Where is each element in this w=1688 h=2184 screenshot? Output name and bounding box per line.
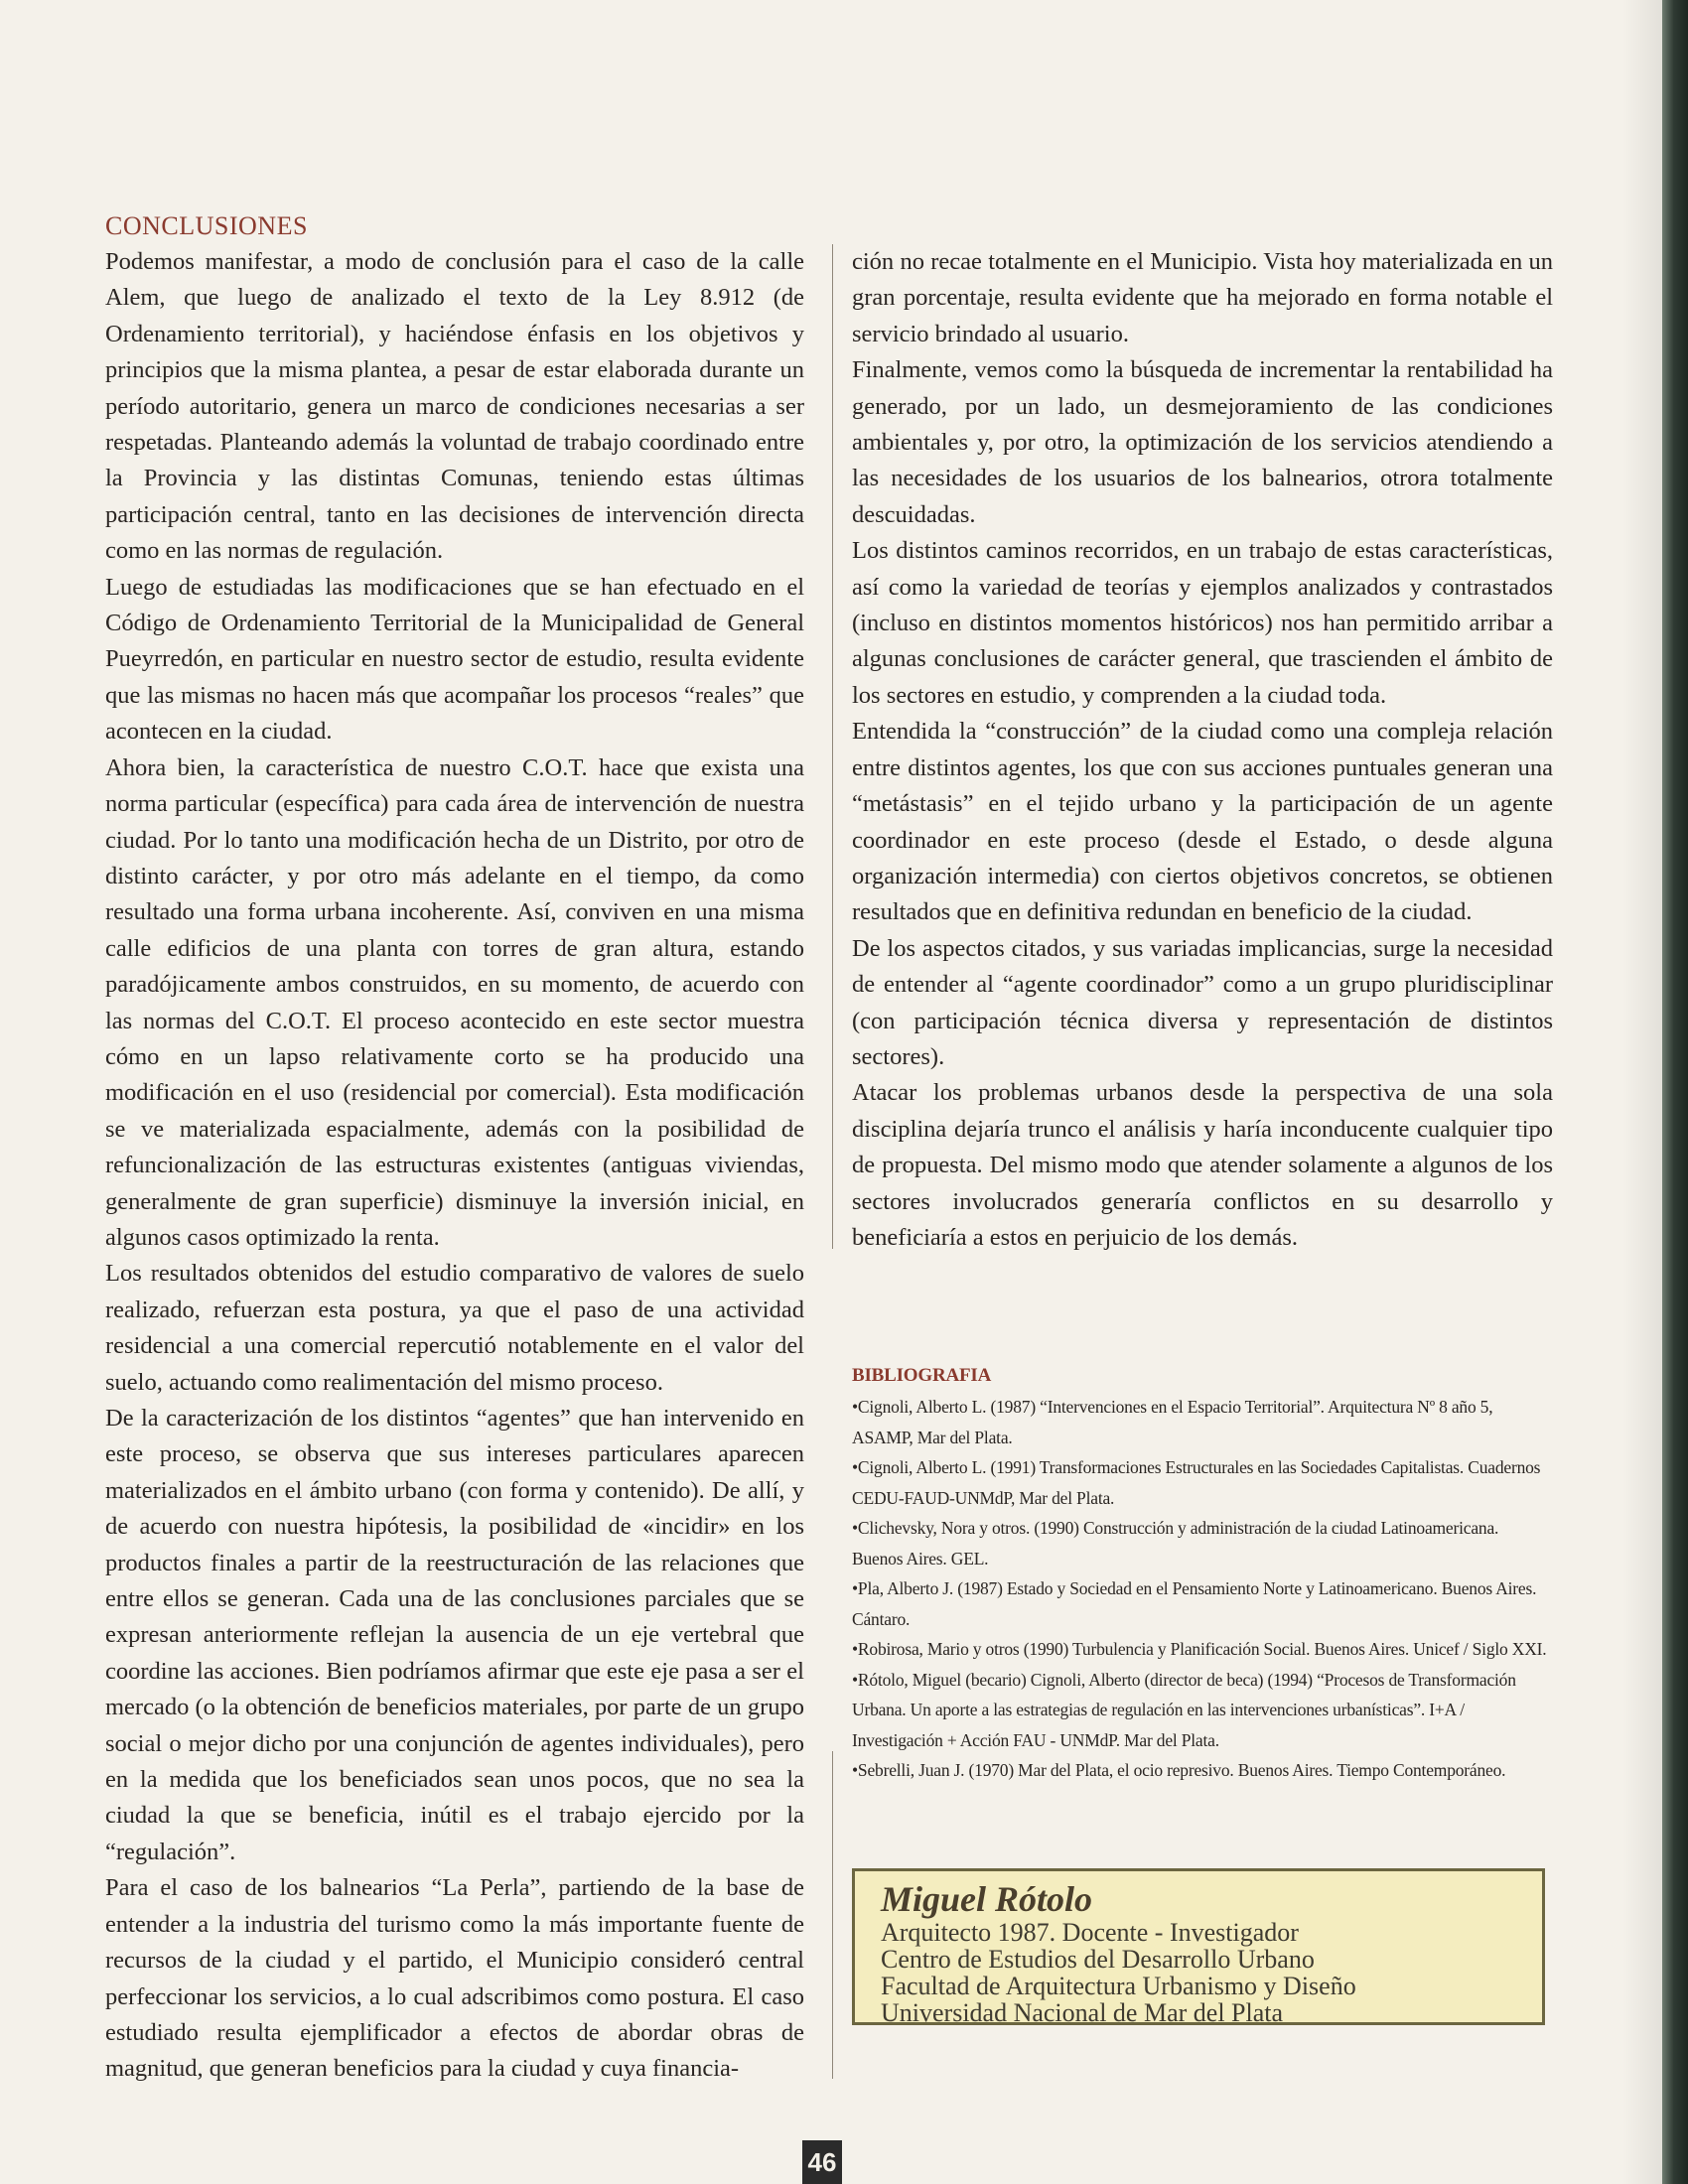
- column-divider: [832, 244, 833, 1249]
- paragraph: Ahora bien, la característica de nuestro C.O.T. hace que exista una norma particular (específica) para cada área de intervención de nuestra ciudad. Por lo tanto una modificación hecha de un Distrito, por otro de distinto carácter, y por otro más adelante en el tiempo, da como resultado una forma urbana incoherente. Así, conviven en una misma calle edificios de una planta con torres de gran altura, estando paradójicamente ambos construidos, en su momento, de acuerdo con las normas del C.O.T. El proceso acontecido en este sector muestra cómo en un lapso relativamente corto se ha producido una modificación en el uso (residencial por comercial). Esta modificación se ve materializada espacialmente, además con la posibilidad de refuncionalización de las estructuras existentes (antiguas viviendas, generalmente de gran superficie) disminuye la inversión inicial, en algunos casos optimizado la renta.: [105, 753, 804, 1251]
- author-affiliation: Centro de Estudios del Desarrollo Urbano: [881, 1945, 1315, 1974]
- page-edge: [1662, 0, 1688, 2184]
- bibliography-heading: BIBLIOGRAFIA: [852, 1365, 992, 1386]
- author-credential: Arquitecto 1987. Docente - Investigador: [881, 1918, 1299, 1947]
- paragraph: Los distintos caminos recorridos, en un trabajo de estas características, así como la variedad de teorías y ejemplos analizados y contrastados (incluso en distintos momentos históricos) nos han permitido arribar a algunas conclusiones de carácter general, que trascienden el ámbito de los sectores en estudio, y comprenden a la ciudad toda.: [852, 537, 1553, 709]
- author-box: [852, 1868, 1545, 2025]
- paragraph: Podemos manifestar, a modo de conclusión para el caso de la calle Alem, que luego de analizado el texto de la Ley 8.912 (de Ordenamiento territorial), y haciéndose énfasis en los objetivos y principios que la misma plantea, a pesar de estar elaborada durante un período autoritario, genera un marco de condiciones necesarias a ser respetadas. Planteando además la voluntad de trabajo coordinado entre la Provincia y las distintas Comunas, teniendo estas últimas participación central, tanto en las decisiones de intervención directa como en las normas de regulación.: [105, 248, 804, 565]
- author-affiliation: Facultad de Arquitectura Urbanismo y Diseño: [881, 1972, 1356, 2000]
- paragraph: Atacar los problemas urbanos desde la perspectiva de una sola disciplina dejaría trunco el análisis y haría inconducente cualquier tipo de propuesta. Del mismo modo que atender solamente a algunos de los sectores involucrados generaría conflictos en su desarrollo y beneficiaría a estos en perjuicio de los demás.: [852, 1079, 1553, 1251]
- bibliography-entry: •Sebrelli, Juan J. (1970) Mar del Plata, el ocio represivo. Buenos Aires. Tiempo Contemporáneo.: [852, 1760, 1506, 1780]
- page-gutter-shadow: [1622, 0, 1662, 2184]
- page-number: 46: [802, 2140, 842, 2184]
- paragraph: ción no recae totalmente en el Municipio. Vista hoy materializada en un gran porcentaje, resulta evidente que ha mejorado en forma notable el servicio brindado al usuario.: [852, 248, 1553, 347]
- bibliography-entry: •Cignoli, Alberto L. (1987) “Intervenciones en el Espacio Territorial”. Arquitectura Nº 8 año 5, ASAMP, Mar del Plata.: [852, 1397, 1493, 1447]
- paragraph: Para el caso de los balnearios “La Perla”, partiendo de la base de entender a la industria del turismo como la más importante fuente de recursos de la ciudad y el partido, el Municipio consideró central perfeccionar los servicios, a lo cual adscribimos como postura. El caso estudiado resulta ejemplificador a efectos de abordar obras de magnitud, que generan beneficios para la ciudad y cuya financia-: [105, 1874, 804, 2083]
- conclusions-heading: CONCLUSIONES: [105, 211, 308, 240]
- bibliography-entry: •Pla, Alberto J. (1987) Estado y Sociedad en el Pensamiento Norte y Latinoamericano. Buenos Aires. Cántaro.: [852, 1578, 1537, 1629]
- bibliography-section: [852, 1362, 1547, 1786]
- paragraph: De los aspectos citados, y sus variadas implicancias, surge la necesidad de entender al “agente coordinador” como a un grupo pluridisciplinar (con participación técnica diversa y representación de distintos sectores).: [852, 934, 1553, 1070]
- paragraph: Entendida la “construcción” de la ciudad como una compleja relación entre distintos agentes, los que con sus acciones puntuales generan una “metástasis” en el tejido urbano y la participación de un agente coordinador en este proceso (desde el Estado, o desde alguna organización intermedia) con ciertos objetivos concretos, se obtienen resultados que en definitiva redundan en beneficio de la ciudad.: [852, 718, 1553, 926]
- bibliography-entry: •Rótolo, Miguel (becario) Cignoli, Alberto (director de beca) (1994) “Procesos de Transformación Urbana. Un aporte a las estrategias de regulación en las intervenciones urbanísticas”. I+A / Investigación + Acción FAU - UNMdP. Mar del Plata.: [852, 1669, 1516, 1750]
- paragraph: De la caracterización de los distintos “agentes” que han intervenido en este proceso, se observa que sus intereses particulares aparecen materializados en el ámbito urbano (con forma y contenido). De allí, y de acuerdo con nuestra hipótesis, la posibilidad de «incidir» en los productos finales a partir de la reestructuración de las relaciones que entre ellos se generan. Cada una de las conclusiones parciales que se expresan anteriormente reflejan la ausencia de un eje vertebral que coordine las acciones. Bien podríamos afirmar que este eje pasa a ser el mercado (o la obtención de beneficios materiales, por parte de un grupo social o mejor dicho por una conjunción de agentes individuales), pero en la medida que los beneficiados sean unos pocos, que no sea la ciudad la que se beneficia, inútil es el trabajo ejercido por la “regulación”.: [105, 1405, 804, 1865]
- author-name: Miguel Rótolo: [881, 1879, 1093, 1919]
- right-column: [852, 244, 1553, 1256]
- bibliography-entry: •Cignoli, Alberto L. (1991) Transformaciones Estructurales en las Sociedades Capitalistas. Cuadernos CEDU-FAUD-UNMdP, Mar del Plata.: [852, 1457, 1541, 1508]
- bibliography-entry: •Clichevsky, Nora y otros. (1990) Construcción y administración de la ciudad Latinoamericana. Buenos Aires. GEL.: [852, 1518, 1499, 1569]
- paragraph: Finalmente, vemos como la búsqueda de incrementar la rentabilidad ha generado, por un lado, un desmejoramiento de las condiciones ambientales y, por otro, la optimización de los servicios atendiendo a las necesidades de los usuarios de los balnearios, otrora totalmente descuidadas.: [852, 356, 1553, 528]
- author-affiliation: Universidad Nacional de Mar del Plata: [881, 1998, 1284, 2027]
- bibliography-entry: •Robirosa, Mario y otros (1990) Turbulencia y Planificación Social. Buenos Aires. Unicef / Siglo XXI.: [852, 1639, 1547, 1659]
- paragraph: Luego de estudiadas las modificaciones que se han efectuado en el Código de Ordenamiento Territorial de la Municipalidad de General Pueyrredón, en particular en nuestro sector de estudio, resulta evidente que las mismas no hacen más que acompañar los procesos “reales” que acontecen en la ciudad.: [105, 573, 804, 746]
- left-column: [105, 208, 804, 2088]
- paragraph: Los resultados obtenidos del estudio comparativo de valores de suelo realizado, refuerzan esta postura, ya que el paso de una actividad residencial a una comercial repercutió notablemente en el valor del suelo, actuando como realimentación del mismo proceso.: [105, 1260, 804, 1396]
- column-divider: [832, 1751, 833, 2079]
